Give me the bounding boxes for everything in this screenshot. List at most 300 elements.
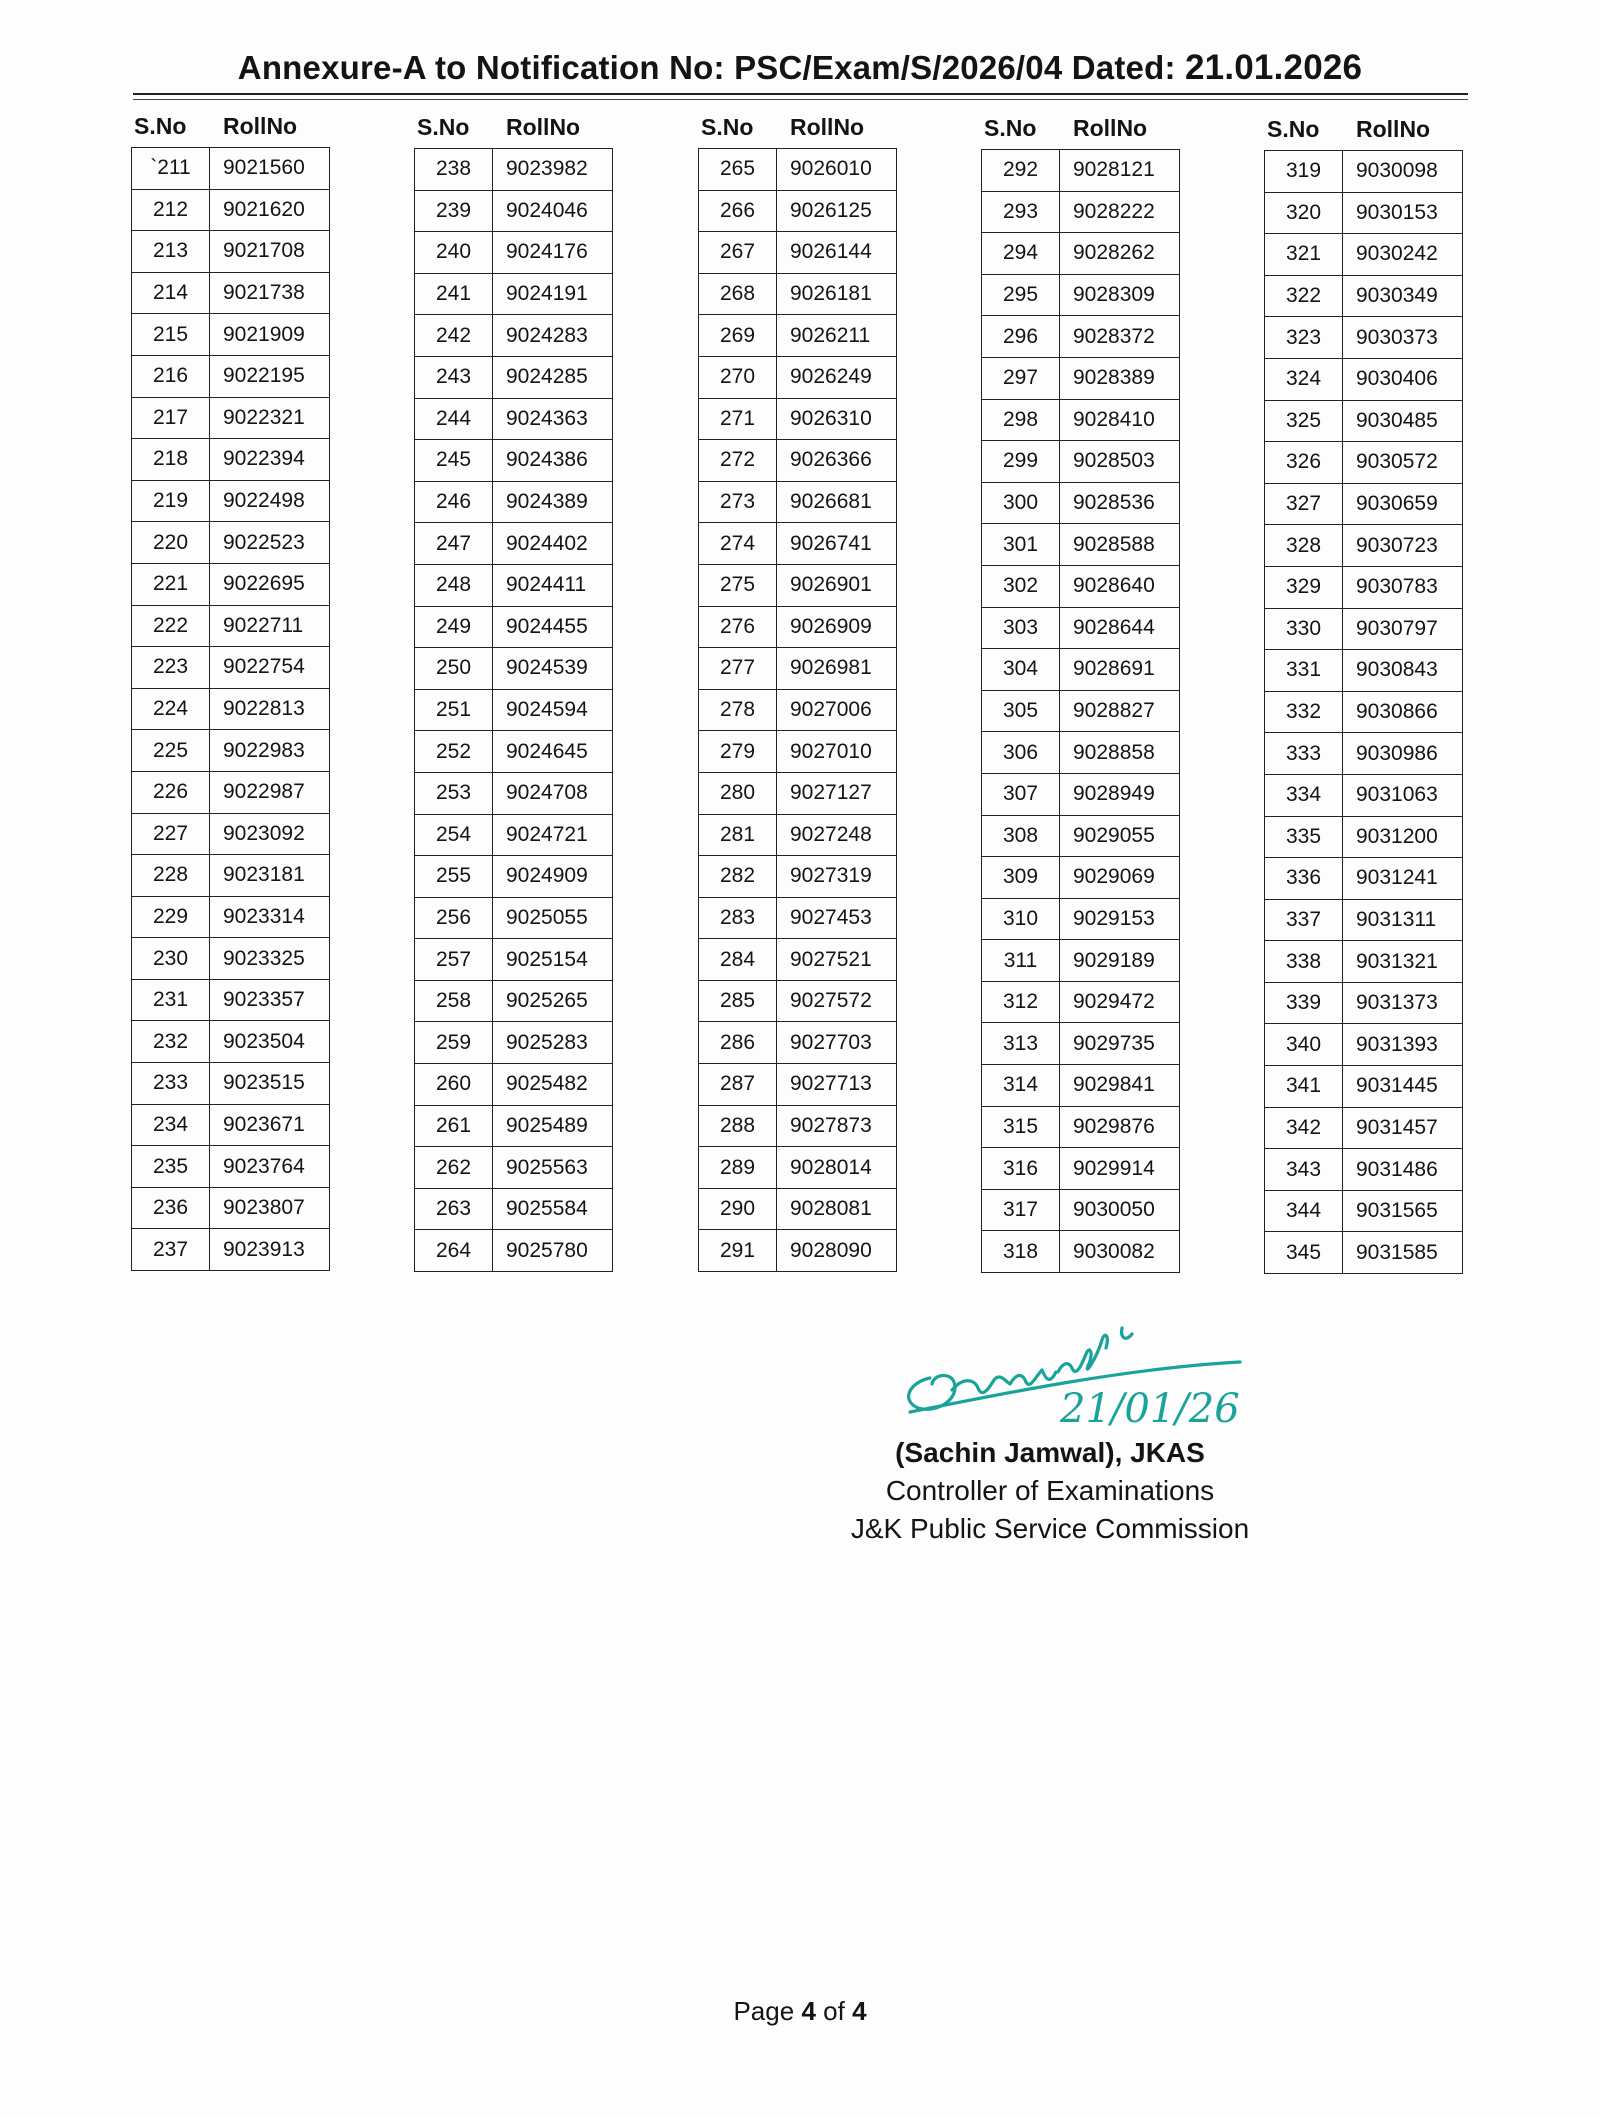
sno-cell: 241 [415,273,493,315]
rollno-cell: 9028640 [1060,565,1180,607]
table-row [1265,608,1463,650]
table-row [415,1230,613,1272]
sno-cell: 307 [982,773,1060,815]
rollno-cell: 9023807 [210,1187,330,1229]
sno-cell: 272 [699,440,777,482]
rollno-cell: 9031445 [1343,1066,1463,1108]
signatory-name: (Sachin Jamwal), JKAS [895,1437,1205,1468]
sno-cell: 327 [1265,483,1343,525]
table-row [1265,151,1463,193]
rollno-cell: 9030572 [1343,442,1463,484]
table-row [699,980,897,1022]
rollno-cell: 9028536 [1060,482,1180,524]
sno-cell: 314 [982,1065,1060,1107]
sno-cell: 287 [699,1064,777,1106]
sno-cell: 263 [415,1188,493,1230]
sno-cell: 264 [415,1230,493,1272]
rollno-cell: 9030242 [1343,234,1463,276]
sno-cell: 256 [415,897,493,939]
rollno-cell: 9024283 [493,315,613,357]
rollno-cell: 9029189 [1060,940,1180,982]
table-row [1265,982,1463,1024]
sno-cell: 302 [982,565,1060,607]
rollno-cell: 9029153 [1060,898,1180,940]
rollno-cell: 9028222 [1060,191,1180,233]
sno-cell: 242 [415,315,493,357]
table-row [1265,774,1463,816]
table-row [699,689,897,731]
sno-cell: 239 [415,190,493,232]
signatory-block [780,1434,1320,1548]
sno-cell: 232 [132,1021,210,1063]
column-header [414,114,654,146]
sno-cell: 275 [699,564,777,606]
table-row [699,814,897,856]
rollno-cell: 9022983 [210,730,330,772]
sno-cell: 251 [415,689,493,731]
sno-cell: 265 [699,149,777,191]
table-row [1265,317,1463,359]
rollno-cell: 9026144 [777,232,897,274]
rollno-cell: 9028827 [1060,690,1180,732]
sno-cell: 312 [982,981,1060,1023]
header-rollno: RollNo [1073,115,1148,141]
sno-cell: 235 [132,1146,210,1188]
rollno-cell: 9024402 [493,523,613,565]
sno-cell: 277 [699,648,777,690]
table-row [132,314,330,356]
rollno-cell: 9028858 [1060,732,1180,774]
sno-cell: 308 [982,815,1060,857]
table-row [699,273,897,315]
table-row [982,773,1180,815]
table-row [982,150,1180,192]
sno-cell: 225 [132,730,210,772]
table-row [699,772,897,814]
header-sno: S.No [984,115,1037,141]
rollno-cell: 9030050 [1060,1189,1180,1231]
table-row [132,1187,330,1229]
sno-cell: 320 [1265,192,1343,234]
sno-cell: 247 [415,523,493,565]
table-row [132,272,330,314]
sno-cell: 273 [699,481,777,523]
sno-cell: 261 [415,1105,493,1147]
roll-table [1264,150,1463,1274]
sno-cell: 323 [1265,317,1343,359]
sno-cell: 269 [699,315,777,357]
sno-cell: 224 [132,688,210,730]
sno-cell: 222 [132,605,210,647]
sno-cell: 230 [132,938,210,980]
rollno-cell: 9027713 [777,1064,897,1106]
rollno-cell: 9024645 [493,731,613,773]
sno-cell: 294 [982,233,1060,275]
table-row [1265,858,1463,900]
rollno-cell: 9031585 [1343,1232,1463,1274]
table-row [982,274,1180,316]
table-row [415,564,613,606]
rollno-cell: 9031457 [1343,1107,1463,1149]
sno-cell: 296 [982,316,1060,358]
rollno-cell: 9023913 [210,1229,330,1271]
sno-cell: 233 [132,1063,210,1105]
sno-cell: 317 [982,1189,1060,1231]
header-sno: S.No [701,114,754,140]
sno-cell: 221 [132,563,210,605]
sno-cell: 271 [699,398,777,440]
table-row [982,191,1180,233]
signatory-organization: J&K Public Service Commission [850,1513,1250,1544]
sno-cell: 313 [982,1023,1060,1065]
sno-cell: 234 [132,1104,210,1146]
table-row [415,731,613,773]
rollno-cell: 9024386 [493,440,613,482]
table-row [1265,733,1463,775]
table-row [982,1231,1180,1273]
rollno-cell: 9030843 [1343,650,1463,692]
table-row [132,730,330,772]
rollno-cell: 9028372 [1060,316,1180,358]
sno-cell: 311 [982,940,1060,982]
rollno-cell: 9029914 [1060,1148,1180,1190]
rollno-cell: 9029841 [1060,1065,1180,1107]
rollno-cell: 9022498 [210,480,330,522]
sno-cell: 236 [132,1187,210,1229]
rollno-cell: 9025482 [493,1064,613,1106]
header-sno: S.No [1267,116,1320,142]
table-row [699,190,897,232]
roll-table [414,148,613,1272]
table-row [132,1104,330,1146]
sno-cell: 336 [1265,858,1343,900]
sno-cell: `211 [132,148,210,190]
sno-cell: 279 [699,731,777,773]
sno-cell: 280 [699,772,777,814]
sno-cell: 325 [1265,400,1343,442]
sno-cell: 310 [982,898,1060,940]
table-row [132,855,330,897]
rollno-cell: 9022195 [210,355,330,397]
rollno-cell: 9025584 [493,1188,613,1230]
sno-cell: 315 [982,1106,1060,1148]
rollno-cell: 9028262 [1060,233,1180,275]
sno-cell: 217 [132,397,210,439]
sno-cell: 281 [699,814,777,856]
rollno-cell: 9024594 [493,689,613,731]
table-row [1265,1232,1463,1274]
table-row [982,1106,1180,1148]
table-row [982,1189,1180,1231]
sno-cell: 299 [982,441,1060,483]
sno-cell: 243 [415,356,493,398]
rollno-cell: 9030406 [1343,358,1463,400]
roll-table [981,149,1180,1273]
table-row [982,482,1180,524]
sno-cell: 260 [415,1064,493,1106]
header-sno: S.No [134,113,187,139]
rollno-cell: 9031321 [1343,941,1463,983]
sno-cell: 284 [699,939,777,981]
sno-cell: 309 [982,857,1060,899]
table-row [132,563,330,605]
sno-cell: 318 [982,1231,1060,1273]
rollno-cell: 9031486 [1343,1149,1463,1191]
table-row [699,1230,897,1272]
sno-cell: 266 [699,190,777,232]
sno-cell: 216 [132,355,210,397]
sno-cell: 316 [982,1148,1060,1190]
rollno-cell: 9023325 [210,938,330,980]
table-row [415,1022,613,1064]
table-row [415,1147,613,1189]
sno-cell: 226 [132,771,210,813]
sno-cell: 229 [132,896,210,938]
rollno-cell: 9023671 [210,1104,330,1146]
rollno-cell: 9023982 [493,149,613,191]
sno-cell: 267 [699,232,777,274]
table-row [132,896,330,938]
sno-cell: 322 [1265,275,1343,317]
table-row [132,771,330,813]
sno-cell: 257 [415,939,493,981]
sno-cell: 335 [1265,816,1343,858]
table-row [415,315,613,357]
rollno-cell: 9029055 [1060,815,1180,857]
sno-cell: 288 [699,1105,777,1147]
sno-cell: 259 [415,1022,493,1064]
sno-cell: 249 [415,606,493,648]
table-row [699,1064,897,1106]
table-row [415,939,613,981]
table-row [415,814,613,856]
sno-cell: 223 [132,647,210,689]
table-row [699,1105,897,1147]
rollno-cell: 9030349 [1343,275,1463,317]
sno-cell: 329 [1265,566,1343,608]
sno-cell: 337 [1265,899,1343,941]
rollno-cell: 9026901 [777,564,897,606]
sno-cell: 293 [982,191,1060,233]
sno-cell: 330 [1265,608,1343,650]
sno-cell: 220 [132,522,210,564]
sno-cell: 292 [982,150,1060,192]
rollno-cell: 9024455 [493,606,613,648]
sno-cell: 227 [132,813,210,855]
sno-cell: 240 [415,232,493,274]
table-row [982,441,1180,483]
sno-cell: 270 [699,356,777,398]
rollno-cell: 9030082 [1060,1231,1180,1273]
rollno-cell: 9025265 [493,980,613,1022]
rollno-cell: 9026366 [777,440,897,482]
roll-table [131,147,330,1271]
rollno-cell: 9024909 [493,856,613,898]
table-row [132,480,330,522]
table-row [415,689,613,731]
table-row [982,316,1180,358]
table-row [415,772,613,814]
rollno-cell: 9026249 [777,356,897,398]
table-row [132,231,330,273]
table-row [132,647,330,689]
table-row [699,356,897,398]
sno-cell: 326 [1265,442,1343,484]
table-row [1265,192,1463,234]
rollno-cell: 9028389 [1060,357,1180,399]
table-row [1265,1066,1463,1108]
rollno-cell: 9024389 [493,481,613,523]
rollno-cell: 9030986 [1343,733,1463,775]
rollno-cell: 9028949 [1060,773,1180,815]
table-row [132,189,330,231]
rollno-cell: 9028090 [777,1230,897,1272]
table-row [415,856,613,898]
rollno-cell: 9022813 [210,688,330,730]
table-row [132,397,330,439]
page-current: 4 [801,1996,816,2026]
sno-cell: 258 [415,980,493,1022]
sno-cell: 340 [1265,1024,1343,1066]
rollno-cell: 9031241 [1343,858,1463,900]
sno-cell: 342 [1265,1107,1343,1149]
sno-cell: 304 [982,649,1060,691]
table-row [699,564,897,606]
rollno-cell: 9030373 [1343,317,1463,359]
column-header [981,115,1221,147]
sno-cell: 291 [699,1230,777,1272]
rollno-cell: 9030723 [1343,525,1463,567]
rollno-cell: 9027248 [777,814,897,856]
rollno-cell: 9025489 [493,1105,613,1147]
page-number [0,1996,1600,2027]
sno-cell: 343 [1265,1149,1343,1191]
table-row [1265,1149,1463,1191]
rollno-cell: 9021620 [210,189,330,231]
table-row [1265,275,1463,317]
header-rollno: RollNo [506,114,581,140]
header-rollno: RollNo [790,114,865,140]
rollno-cell: 9026010 [777,149,897,191]
rollno-cell: 9028081 [777,1188,897,1230]
table-row [699,440,897,482]
sno-cell: 332 [1265,691,1343,733]
table-row [1265,1024,1463,1066]
rollno-cell: 9027127 [777,772,897,814]
rollno-cell: 9025780 [493,1230,613,1272]
rollno-cell: 9021738 [210,272,330,314]
sno-cell: 290 [699,1188,777,1230]
sno-cell: 252 [415,731,493,773]
rollno-cell: 9024191 [493,273,613,315]
rollno-cell: 9025055 [493,897,613,939]
sno-cell: 345 [1265,1232,1343,1274]
table-row [415,1188,613,1230]
rollno-cell: 9031200 [1343,816,1463,858]
rollno-cell: 9031311 [1343,899,1463,941]
table-row [699,481,897,523]
rollno-cell: 9024721 [493,814,613,856]
rollno-cell: 9027319 [777,856,897,898]
rollno-cell: 9030153 [1343,192,1463,234]
rollno-cell: 9026211 [777,315,897,357]
rollno-cell: 9022321 [210,397,330,439]
sno-cell: 282 [699,856,777,898]
table-row [699,232,897,274]
rollno-cell: 9030797 [1343,608,1463,650]
table-row [982,233,1180,275]
sno-cell: 298 [982,399,1060,441]
table-row [699,856,897,898]
roll-table [698,148,897,1272]
table-row [415,523,613,565]
table-row [415,980,613,1022]
sno-cell: 333 [1265,733,1343,775]
sno-cell: 250 [415,648,493,690]
table-row [699,398,897,440]
sno-cell: 246 [415,481,493,523]
table-row [982,940,1180,982]
table-row [415,1064,613,1106]
rollno-cell: 9023357 [210,979,330,1021]
sno-cell: 321 [1265,234,1343,276]
rollno-cell: 9022523 [210,522,330,564]
table-row [982,898,1180,940]
table-row [1265,941,1463,983]
rollno-cell: 9031063 [1343,774,1463,816]
table-row [982,524,1180,566]
sno-cell: 255 [415,856,493,898]
rollno-cell: 9024708 [493,772,613,814]
rollno-cell: 9030783 [1343,566,1463,608]
table-row [982,690,1180,732]
sno-cell: 289 [699,1147,777,1189]
sno-cell: 214 [132,272,210,314]
table-row [132,148,330,190]
rollno-cell: 9029876 [1060,1106,1180,1148]
rollno-cell: 9030866 [1343,691,1463,733]
signatory-designation: Controller of Examinations [885,1475,1215,1506]
table-row [982,357,1180,399]
table-row [699,939,897,981]
table-row [982,1148,1180,1190]
title-rule-thick [133,93,1468,95]
rollno-cell: 9029472 [1060,981,1180,1023]
table-row [415,149,613,191]
rollno-cell: 9028014 [777,1147,897,1189]
rollno-cell: 9022695 [210,563,330,605]
rollno-cell: 9031373 [1343,982,1463,1024]
rollno-cell: 9026681 [777,481,897,523]
table-row [415,356,613,398]
sno-cell: 238 [415,149,493,191]
table-row [132,813,330,855]
sno-cell: 339 [1265,982,1343,1024]
table-row [415,1105,613,1147]
rollno-cell: 9028588 [1060,524,1180,566]
sno-cell: 301 [982,524,1060,566]
heading-prefix: Annexure-A to Notification No: PSC/Exam/S/2026/04 Dated: [237,49,1176,86]
table-row [415,648,613,690]
rollno-cell: 9022754 [210,647,330,689]
sno-cell: 278 [699,689,777,731]
sno-cell: 285 [699,980,777,1022]
table-row [132,1146,330,1188]
sno-cell: 297 [982,357,1060,399]
sno-cell: 253 [415,772,493,814]
table-row [699,1147,897,1189]
sno-cell: 338 [1265,941,1343,983]
